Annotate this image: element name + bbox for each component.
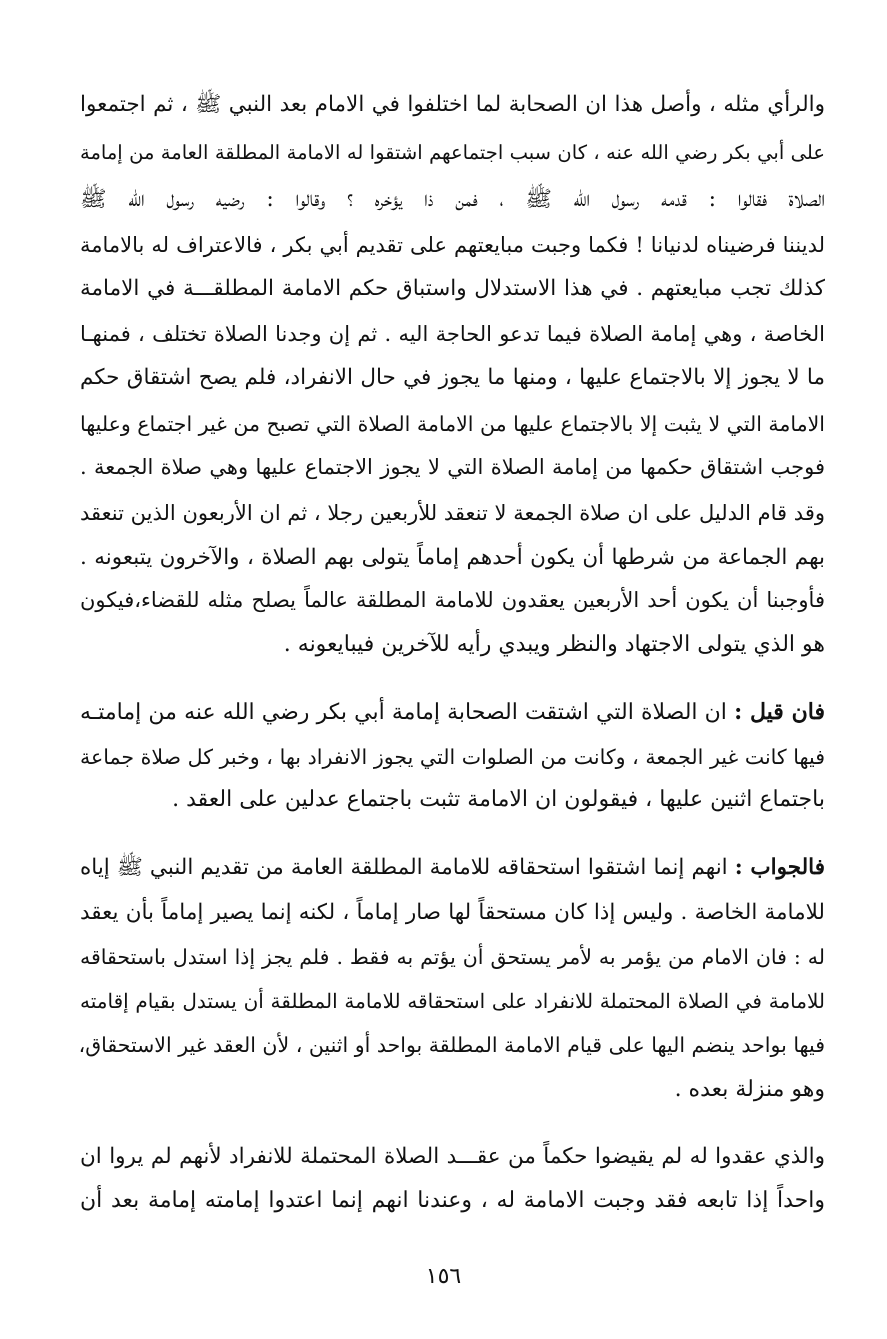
text-line: ما لا يجوز إلا بالاجتماع عليها ، ومنها ما يجوز في حال الانفراد، فلم يصح اشتقاق حكم [80, 365, 825, 390]
text-line: بهم الجماعة من شرطها أن يكون أحدهم إماماً يتولى بهم الصلاة ، والآخرون يتبعونه . [80, 545, 825, 570]
text-line: هو الذي يتولى الاجتهاد والنظر ويبدي رأيه للآخرين فيبايعونه . [283, 632, 825, 657]
text-line: فأوجبنا أن يكون أحد الأربعين يعقدون للامامة المطلقة عالماً يصلح مثله للقضاء،فيكون [80, 588, 825, 612]
text-line: للامامة في الصلاة المحتملة للانفراد على استحقاقه للامامة المطلقة أن يستدل بقيام إقامته [80, 989, 825, 1013]
text-line: واحداً إذا تابعه فقد وجبت الامامة له ، وعندنا انهم إنما اعتدوا إمامته إمامة بعد أن [80, 1188, 825, 1213]
text-line: للامامة الخاصة . وليس إذا كان مستحقاً لها صار إماماً ، لكنه إنما يصير إماماً بأن يعقد [80, 900, 825, 925]
text-line: فوجب اشتقاق حكمها من إمامة الصلاة التي لا يجوز الاجتماع عليها وهي صلاة الجمعة . [80, 455, 825, 479]
text-line: لديننا فرضيناه لدنيانا ! فكما وجبت مبايعتهم على تقديم أبي بكر ، فالاعتراف له بالامامة [80, 233, 825, 257]
text-line: على أبي بكر رضي الله عنه ، كان سبب اجتماعهم اشتقوا له الامامة المطلقة العامة من إمامة [80, 141, 825, 164]
text-line: الخاصة ، وهي إمامة الصلاة فيما تدعو الحاجة اليه . ثم إن وجدنا الصلاة تختلف ، فمنهـا [80, 322, 825, 346]
text-line: وقد قام الدليل على ان صلاة الجمعة لا تنعقد للأربعين رجلا ، ثم ان الأربعون الذين تنعقد [80, 501, 825, 525]
page-number: ١٥٦ [425, 1264, 462, 1289]
text-line: باجتماع اثنين عليها ، فيقولون ان الامامة تثبت باجتماع عدلين على العقد . [172, 787, 825, 812]
text-line: فيها كانت غير الجمعة ، وكانت من الصلوات التي يجوز الانفراد بها ، وخبر كل صلاة جماعة [80, 745, 825, 769]
text-line: كذلك تجب مبايعتهم . في هذا الاستدلال واستباق حكم الامامة المطلقـــة في الامامة [80, 276, 825, 301]
text-line [80, 848, 825, 888]
text-line: فيها بواحد ينضم اليها على قيام الامامة المطلقة بواحد أو اثنين ، لأن العقد غير الاستحقاق، [78, 1033, 825, 1057]
text-line [80, 692, 825, 732]
paragraph-lead: فالجواب : [734, 855, 826, 880]
text-line: والرأي مثله ، وأصل هذا ان الصحابة لما اختلفوا في الامام بعد النبي ﷺ ، ثم اجتمعوا [80, 92, 825, 117]
text-line: الامامة التي لا يثبت إلا بالاجتماع عليها من الامامة الصلاة التي تصبح من غير اجتماع وعليها [79, 412, 825, 436]
text-line: والذي عقدوا له لم يقيضوا حكماً من عقـــد الصلاة المحتملة للانفراد لأنهم لم يروا ان [80, 1144, 825, 1169]
text-line: الصلاة فقالوا : قدمه رسول الله ﷺ ، فمن ذا يؤخره ؟ وقالوا : رضيه رسول الله ﷺ [80, 187, 825, 212]
paragraph-lead: فان قيل : [734, 699, 825, 725]
text-line: وهو منزلة بعده . [674, 1077, 825, 1102]
text-line-content: ان الصلاة التي اشتقت الصحابة إمامة أبي بكر رضي الله عنه من إمامتـه [80, 700, 727, 725]
text-line-content: انهم إنما اشتقوا استحقاقه للامامة المطلقة العامة من تقديم النبي ﷺ إياه [80, 855, 728, 880]
text-line: له : فان الامام من يؤمر به لأمر يستحق أن يؤتم به فقط . فلم يجز إذا استدل باستحقاقه [80, 945, 825, 969]
